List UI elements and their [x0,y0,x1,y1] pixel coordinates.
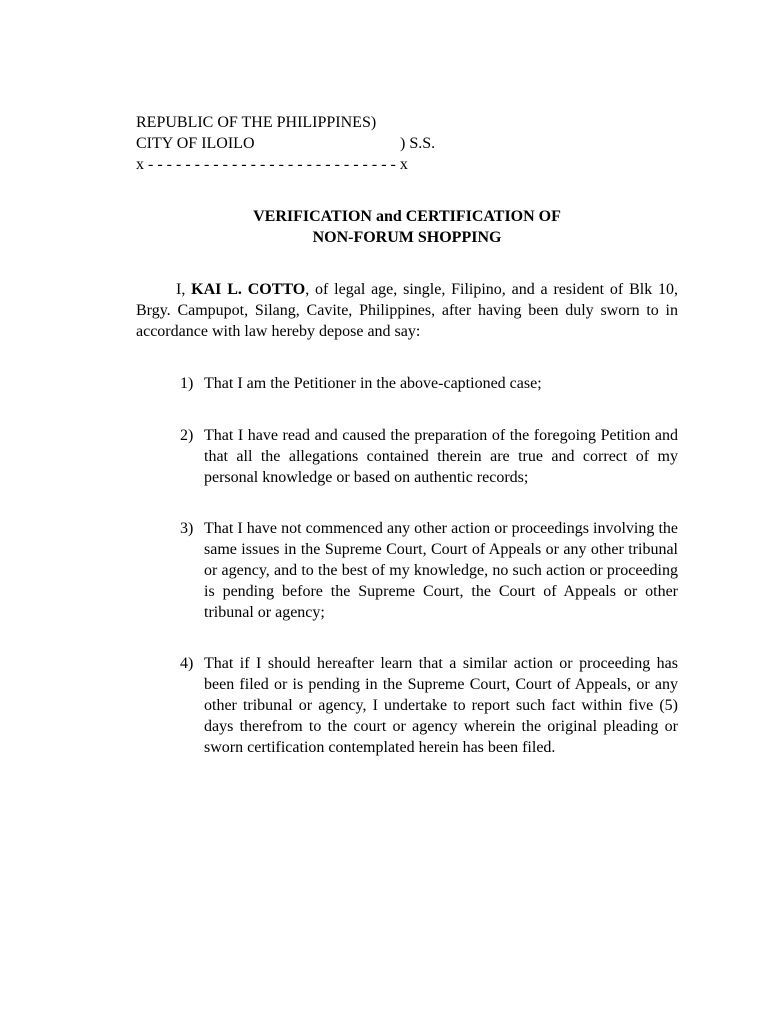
venue-republic: REPUBLIC OF THE PHILIPPINES) [136,114,377,131]
list-item-text: That I have read and caused the preparation of the foregoing Petition and that all the allegations contained therein are true and correct of my personal knowledge or based on authentic records; [204,427,678,486]
title-line-2: NON-FORUM SHOPPING [312,229,502,246]
intro-prefix: I, [176,281,192,298]
intro-rest: , of legal age, single, Filipino, and a resident of Blk 10, Brgy. Campupot, Silang, Cavite, Philippines, after having been duly sworn to in accordance with law hereby depose and say: [136,281,679,340]
venue-block [136,112,556,175]
list-item [180,653,678,758]
venue-divider: x - - - - - - - - - - - - - - - - - - - - - - - - - - - x [136,156,408,173]
affiant-name: KAI L. COTTO [191,281,306,298]
list-item-text: That I am the Petitioner in the above-captioned case; [204,375,542,392]
list-item [180,425,678,488]
list-item-number: 1) [180,375,194,392]
list-item-number: 3) [180,520,194,537]
document-title [136,206,678,248]
list-item-text: That if I should hereafter learn that a similar action or proceeding has been filed or is pending in the Supreme Court, Court of Appeals, or any other tribunal or agency, I undertake to report such fact within five (5) days therefrom to the court or agency wherein the original pleading or sworn certification contemplated herein has been filed. [204,655,678,756]
list-item [180,518,678,623]
list-item-number: 2) [180,427,194,444]
list-item-number: 4) [180,655,194,672]
venue-ss: ) S.S. [400,135,436,152]
venue-city-line [136,133,556,154]
intro-paragraph [136,279,678,342]
list-item [180,373,678,394]
title-line-1: VERIFICATION and CERTIFICATION OF [253,208,561,225]
list-item-text: That I have not commenced any other action or proceedings involving the same issues in the Supreme Court, Court of Appeals or any other tribunal or agency, and to the best of my knowledge, no such action or proceeding is pending before the Supreme Court, the Court of Appeals or other tribunal or agency; [204,520,678,621]
venue-city: CITY OF ILOILO [136,135,255,152]
